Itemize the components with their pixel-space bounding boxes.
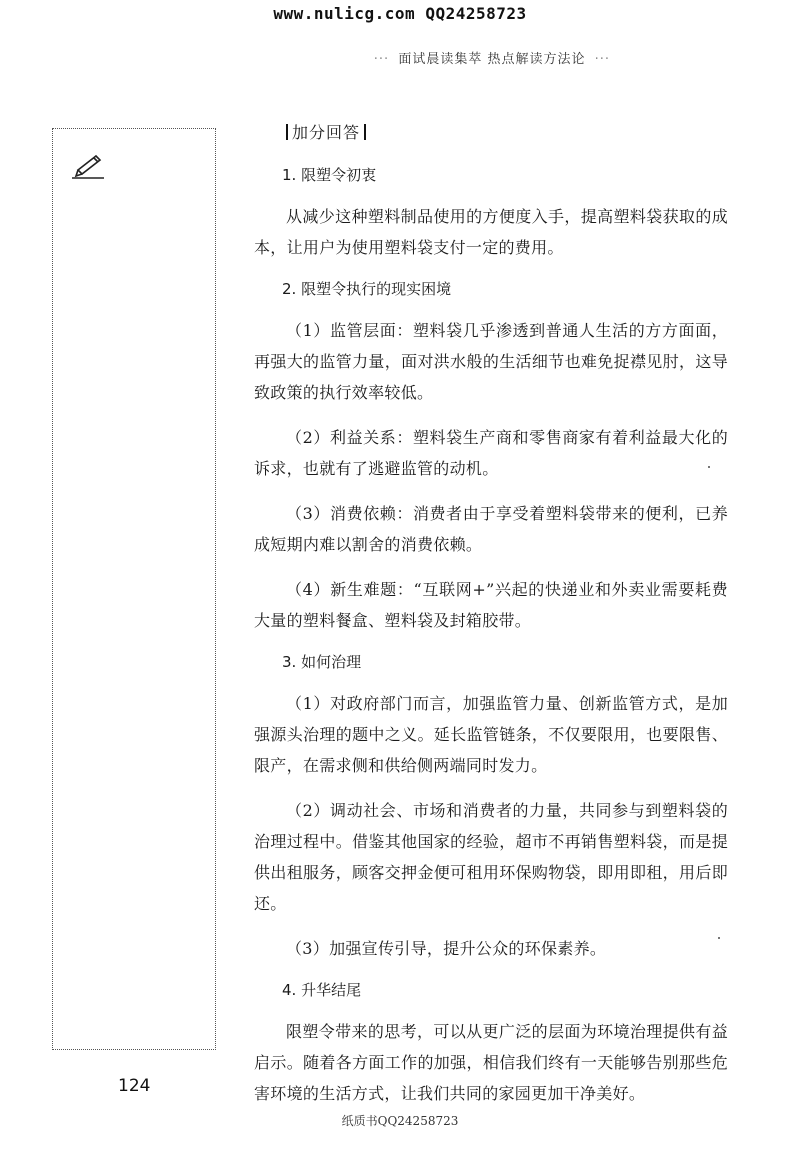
paragraph: （3）加强宣传引导，提升公众的环保素养。 (286, 939, 607, 958)
paragraph: （2）调动社会、市场和消费者的力量，共同参与到塑料袋的治理过程中。借鉴其他国家的经验，超市不再销售塑料袋，而是提供出租服务，顾客交押金便可租用环保购物袋，即用即租，用后即还。 (254, 801, 728, 913)
header-dots-left: ··· (373, 52, 390, 67)
subheading: 4. 升华结尾 (282, 981, 362, 999)
bottom-watermark: 纸质书QQ24258723 (341, 1114, 459, 1128)
paragraph: 从减少这种塑料制品使用的方便度入手，提高塑料袋获取的成本，让用户为使用塑料袋支付一定的费用。 (254, 207, 728, 257)
title-bar-right (364, 124, 366, 140)
article-body (254, 163, 728, 1109)
section-title (282, 120, 728, 143)
scan-speck (718, 937, 720, 939)
paragraph: 限塑令带来的思考，可以从更广泛的层面为环境治理提供有益启示。随着各方面工作的加强，相信我们终有一天能够告别那些危害环境的生活方式，让我们共同的家园更加干净美好。 (254, 1022, 728, 1103)
header-dots-right: ··· (594, 52, 610, 67)
paragraph: （1）监管层面：塑料袋几乎渗透到普通人生活的方方面面，再强大的监管力量，面对洪水般的生活细节也难免捉襟见肘，这导致政策的执行效率较低。 (254, 321, 728, 402)
page-number: 124 (118, 1076, 151, 1096)
scan-speck (708, 466, 710, 468)
margin-notes-box (52, 128, 216, 1050)
top-watermark: www.nulicg.com QQ24258723 (273, 4, 527, 23)
subheading: 2. 限塑令执行的现实困境 (282, 280, 452, 298)
paragraph: （1）对政府部门而言，加强监管力量、创新监管方式，是加强源头治理的题中之义。延长监管链条，不仅要限用，也要限售、限产，在需求侧和供给侧两端同时发力。 (254, 694, 728, 775)
main-content (254, 120, 728, 1123)
pen-icon (70, 150, 106, 180)
subheading: 3. 如何治理 (282, 653, 362, 671)
header-title: 面试晨读集萃 热点解读方法论 (398, 52, 586, 67)
running-header (370, 48, 614, 67)
paragraph: （4）新生难题：“互联网+”兴起的快递业和外卖业需要耗费大量的塑料餐盒、塑料袋及封箱胶带。 (254, 580, 728, 630)
subheading: 1. 限塑令初衷 (282, 166, 377, 184)
paragraph: （2）利益关系：塑料袋生产商和零售商家有着利益最大化的诉求，也就有了逃避监管的动机。 (254, 428, 728, 478)
section-title-text: 加分回答 (292, 123, 361, 142)
paragraph: （3）消费依赖：消费者由于享受着塑料袋带来的便利，已养成短期内难以割舍的消费依赖。 (254, 504, 728, 554)
title-bar-left (286, 124, 288, 140)
